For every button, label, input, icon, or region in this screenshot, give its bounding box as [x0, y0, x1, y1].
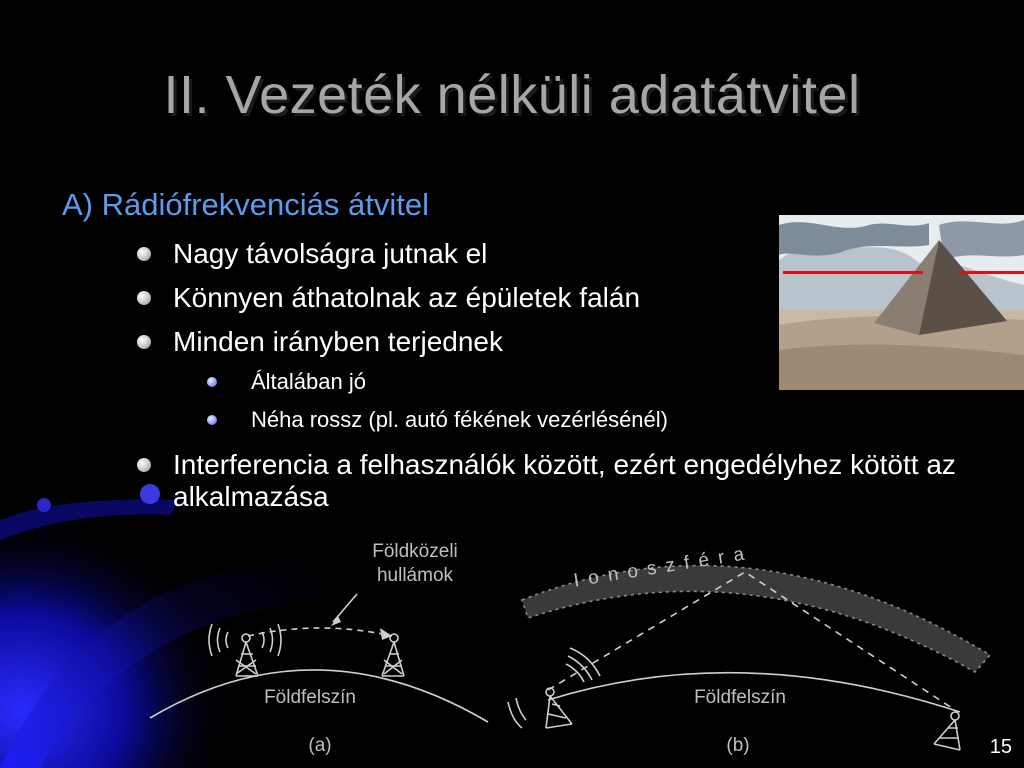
page-number: 15 [989, 736, 1012, 758]
bullet-text: Interferencia a felhasználók között, ezért engedélyhez kötött az alkalmazása [173, 449, 956, 512]
radio-tower-icon [934, 712, 960, 750]
sub-bullet-text: Általában jó [251, 369, 366, 394]
ground-wave-callout [340, 540, 490, 588]
callout-line-1: Földközeli [372, 541, 458, 562]
signal-waves-icon [209, 624, 281, 656]
ionosphere-label: I o n o s z f é r a [572, 543, 748, 592]
caption-a: (a) [308, 735, 332, 756]
callout-line-2: hullámok [376, 565, 454, 586]
diagram-b [508, 566, 990, 750]
callout-arrow [333, 594, 357, 622]
caption-b: (b) [726, 735, 750, 756]
slide-title: II. Vezeték nélküli adatátvitel [163, 65, 861, 125]
bullet-text: Minden irányben terjednek [173, 326, 503, 357]
ground-wave-path [248, 628, 392, 636]
sub-bullet-text: Néha rossz (pl. autó fékének vezérlésénél) [251, 407, 668, 432]
section-heading: A) Rádiófrekvenciás átvitel [62, 187, 429, 222]
bullet-text: Könnyen áthatolnak az épületek falán [173, 282, 641, 313]
radio-tower-icon [236, 634, 258, 676]
radio-tower-icon [382, 634, 404, 676]
surface-label-a: Földfelszín [264, 687, 356, 708]
bullet-text: Nagy távolságra jutnak el [173, 238, 488, 269]
surface-label-b: Földfelszín [694, 687, 786, 708]
